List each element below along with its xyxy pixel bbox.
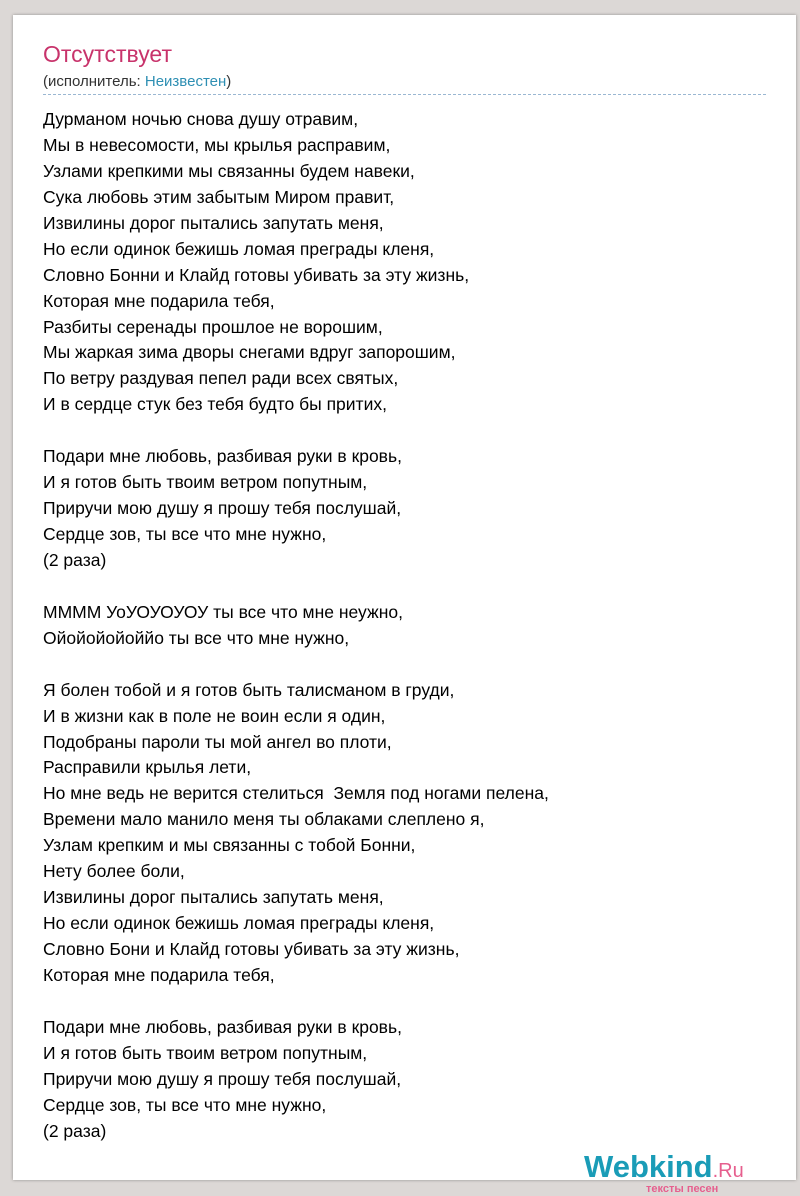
lyric-line: Но если одинок бежишь ломая преграды кленя, — [43, 913, 435, 934]
webkind-logo — [584, 1149, 744, 1195]
lyric-line: Извилины дорог пытались запутать меня, — [43, 887, 384, 908]
lyric-line: Но мне ведь не верится стелиться Земля под ногами пелена, — [43, 783, 549, 804]
lyric-line: Сердце зов, ты все что мне нужно, — [43, 524, 327, 544]
lyric-line — [43, 989, 549, 1015]
dashed-divider — [43, 94, 766, 95]
song-title: Отсутствует — [43, 41, 172, 67]
lyric-line: Времени мало манило меня ты облаками слеплено я, — [43, 809, 485, 830]
lyric-line: Приручи мою душу я прошу тебя послушай, — [43, 498, 402, 519]
lyric-line: Расправили крылья лети, — [43, 757, 252, 778]
lyric-line: Которая мне подарила тебя, — [43, 290, 275, 311]
lyric-line: И в сердце стук без тебя будто бы притих, — [43, 394, 387, 415]
artist-suffix: ) — [226, 73, 232, 90]
lyrics-card — [13, 15, 796, 1195]
lyric-line: Ойойойойоййо ты все что мне нужно, — [43, 627, 350, 648]
lyrics-body — [43, 107, 549, 1145]
artist-link[interactable]: Неизвестен — [144, 73, 227, 90]
logo-brand: Webkind — [584, 1149, 713, 1184]
lyric-line — [43, 574, 549, 600]
lyric-line — [43, 418, 549, 444]
lyric-line: Дурманом ночью снова душу отравим, — [43, 109, 359, 129]
lyric-line: Узлам крепким и мы связанны с тобой Бонни, — [43, 835, 416, 856]
lyric-line: И я готов быть твоим ветром попутным, — [43, 472, 368, 493]
lyric-line: Извилины дорог пытались запутать меня, — [43, 212, 384, 233]
logo-tagline: тексты песен — [646, 1183, 719, 1195]
artist-prefix: (исполнитель: — [43, 73, 145, 90]
lyric-line: Словно Бони и Клайд готовы убивать за эту жизнь, — [43, 939, 460, 959]
lyric-line: Нету более боли, — [43, 861, 185, 882]
lyric-line: Мы жаркая зима дворы снегами вдруг запорошим, — [43, 342, 456, 363]
lyric-line: ММММ УоУОУОУОУ ты все что мне неужно, — [43, 601, 403, 622]
lyric-line: Словно Бонни и Клайд готовы убивать за эту жизнь, — [43, 264, 470, 285]
lyric-line: Но если одинок бежишь ломая преграды кленя, — [43, 238, 435, 259]
lyric-line: Которая мне подарила тебя, — [43, 964, 275, 985]
lyric-line: (2 раза) — [43, 549, 107, 570]
lyric-line: Подобраны пароли ты мой ангел во плоти, — [43, 731, 392, 752]
lyric-line: Приручи мою душу я прошу тебя послушай, — [43, 1068, 402, 1089]
lyric-line: Я болен тобой и я готов быть талисманом в груди, — [43, 679, 455, 700]
lyric-line: Сука любовь этим забытым Миром правит, — [43, 186, 395, 207]
lyric-line: Сердце зов, ты все что мне нужно, — [43, 1094, 327, 1115]
lyric-line: По ветру раздувая пепел ради всех святых, — [43, 368, 399, 389]
logo-tld: .Ru — [712, 1160, 744, 1182]
lyric-line — [43, 652, 549, 678]
artist-line — [43, 73, 231, 90]
lyric-line: Разбиты серенады прошлое не ворошим, — [43, 316, 383, 337]
lyric-line: Подари мне любовь, разбивая руки в кровь, — [43, 1016, 402, 1037]
lyric-line: Узлами крепкими мы связанны будем навеки, — [43, 160, 415, 181]
lyric-line: И я готов быть твоим ветром попутным, — [43, 1042, 368, 1063]
lyric-line: Подари мне любовь, разбивая руки в кровь, — [43, 446, 402, 467]
lyric-line: Мы в невесомости, мы крылья расправим, — [43, 134, 391, 155]
lyric-line: (2 раза) — [43, 1120, 107, 1141]
lyric-line: И в жизни как в поле не воин если я один, — [43, 705, 386, 726]
